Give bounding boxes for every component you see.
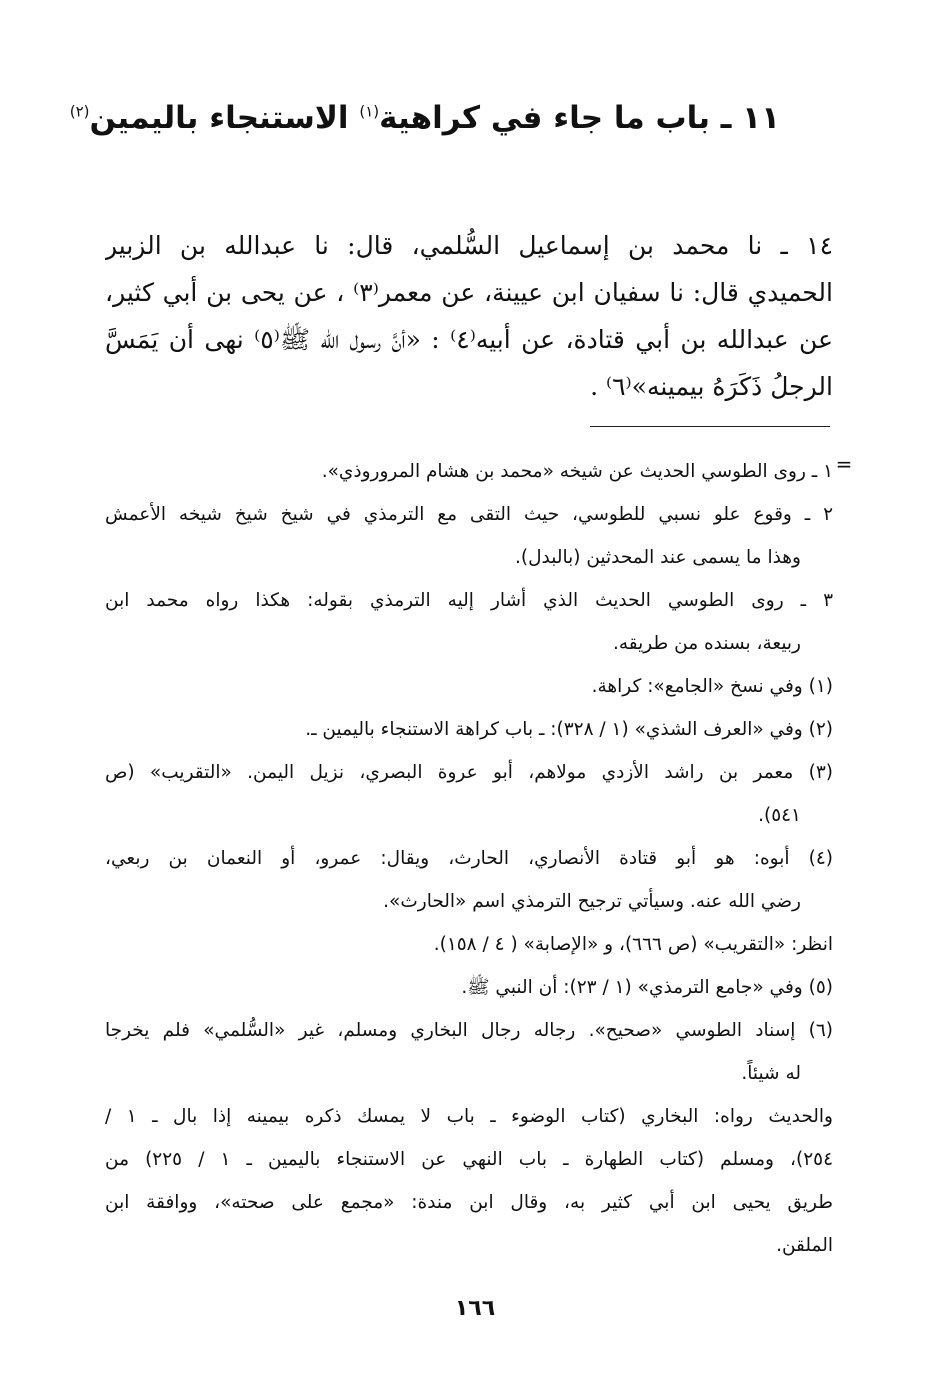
chapter-number: ١١ ـ xyxy=(720,100,780,136)
footnote-line: والحديث رواه: البخاري (كتاب الوضوء ـ باب لا يمسك ذكره بيمينه إذا بال ـ ١ / xyxy=(105,1106,833,1127)
footnote-line: له شيئاً. xyxy=(741,1063,801,1084)
footnote-ref-2: (٢) xyxy=(69,102,90,121)
continuation-mark: = xyxy=(835,452,853,476)
footnote-line: ٥٤١). xyxy=(758,805,801,826)
footnote-line: (٦) إسناد الطوسي «صحيح». رجاله رجال البخاري ومسلم، غير «السُّلمي» فلم يخرجا xyxy=(105,1020,833,1041)
footnote-line: انظر: «التقريب» (ص ٦٦٦)، و «الإصابة» ( ٤ / ١٥٨). xyxy=(433,934,833,955)
footnote-line: رضي الله عنه. وسيأتي ترجيح الترمذي اسم «الحارث». xyxy=(383,891,801,912)
footnote-line: ٢٥٤)، ومسلم (كتاب الطهارة ـ باب النهي عن الاستنجاء باليمين ـ ١ / ٢٢٥) من xyxy=(105,1149,833,1170)
hadith-line: الرجلُ ذَكَرَهُ بيمينه»⁽٦⁾ . xyxy=(590,372,833,401)
footnote-line: ٣ ـ روى الطوسي الحديث الذي أشار إليه الترمذي بقوله: هكذا رواه محمد ابن xyxy=(105,590,833,611)
footnote-separator xyxy=(590,426,830,427)
footnote-ref-1: (١) xyxy=(359,102,380,121)
chapter-title-part-2: الاستنجاء باليمين xyxy=(89,100,349,136)
footnote-line: (٥) وفي «جامع الترمذي» (١ / ٢٣): أن النبي ﷺ. xyxy=(461,977,833,998)
footnote-line: (١) وفي نسخ «الجامع»: كراهة. xyxy=(591,676,833,697)
footnote-line: (٤) أبوه: هو أبو قتادة الأنصاري، الحارث، ويقال: عمرو، أو النعمان بن ربعي، xyxy=(105,848,833,869)
hadith-text xyxy=(105,222,833,410)
footnotes xyxy=(105,450,833,1267)
hadith-line: الحميدي قال: نا سفيان ابن عيينة، عن معمر⁽٣⁾ ، عن يحى بن أبي كثير، xyxy=(105,278,833,307)
footnote-line: الملقن. xyxy=(776,1235,833,1256)
footnote-line: ٢ ـ وقوع علو نسبي للطوسي، حيث التقى مع الترمذي في شيخ شيخ شيخه الأعمش xyxy=(105,504,833,525)
footnote-line: (٣) معمر بن راشد الأزدي مولاهم، أبو عروة البصري، نزيل اليمن. «التقريب» (ص xyxy=(105,762,833,783)
chapter-heading xyxy=(69,100,780,136)
footnote-line: ١ ـ روى الطوسي الحديث عن شيخه «محمد بن هشام المروروذي». xyxy=(321,461,833,482)
footnote-line: وهذا ما يسمى عند المحدثين (بالبدل). xyxy=(514,547,801,568)
hadith-line: ١٤ ـ نا محمد بن إسماعيل السُّلمي، قال: نا عبدالله بن الزبير xyxy=(105,231,833,260)
footnote-line: ربيعة، بسنده من طريقه. xyxy=(613,633,801,654)
footnote-line: (٢) وفي «العرف الشذي» (١ / ٣٢٨): ـ باب كراهة الاستنجاء باليمين ـ. xyxy=(305,719,833,740)
page-number: ١٦٦ xyxy=(454,1296,496,1321)
hadith-line: عن عبدالله بن أبي قتادة، عن أبيه⁽٤⁾ : «أنَّ رسول الله ﷺ⁽٥⁾ نهى أن يَمَسَّ xyxy=(105,325,833,354)
chapter-title-part-1: باب ما جاء في كراهية xyxy=(379,100,710,136)
footnote-line: طريق يحيى ابن أبي كثير به، وقال ابن مندة: «مجمع على صحته»، ووافقة ابن xyxy=(105,1192,833,1213)
